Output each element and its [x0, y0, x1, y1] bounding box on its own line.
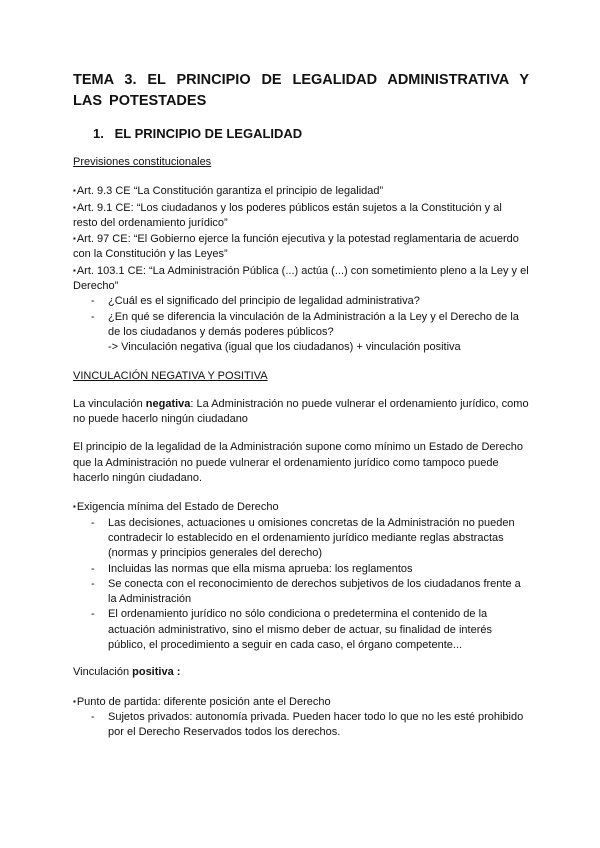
article-item: ▪ Art. 9.3 CE “La Constitución garantiza el principio de legalidad”	[73, 183, 529, 199]
answer-line: -> Vinculación negativa (igual que los ciudadanos) + vinculación positiva	[108, 341, 461, 354]
document-title: TEMA 3. EL PRINCIPIO DE LEGALIDAD ADMINISTRATIVA Y LAS POTESTADES	[73, 72, 529, 109]
article-item: ▪ Art. 103.1 CE: “La Administración Pública (...) actúa (...) con sometimiento pleno a la Ley y el Derecho”	[73, 263, 529, 295]
bold-term: positiva :	[132, 666, 181, 679]
text: : La Administración no puede vulnerar el ordenamiento jurídico, como no puede hacerlo ningún ciudadano	[73, 397, 529, 426]
positive-binding-heading	[73, 665, 529, 680]
article-item: ▪ Art. 97 CE: “El Gobierno ejerce la función ejecutiva y la potestad reglamentaria de acuerdo con la Constitución y las Leyes”	[73, 231, 529, 263]
section-heading	[93, 125, 529, 143]
list-item: - Incluidas las normas que ella misma aprueba: los reglamentos	[108, 562, 529, 577]
bullet-exigencia: ▪ Exigencia mínima del Estado de Derecho	[73, 499, 529, 515]
list-item: - Se conecta con el reconocimiento de derechos subjetivos de los ciudadanos frente a la Administración	[108, 577, 529, 608]
list-item: - Sujetos privados: autonomía privada. Pueden hacer todo lo que no les esté prohibido por el Derecho Reservados todos los derechos.	[108, 710, 529, 741]
section-heading-text: EL PRINCIPIO DE LEGALIDAD	[114, 126, 303, 141]
text: La vinculación	[73, 397, 146, 410]
subheading-previsiones: Previsiones constitucionales	[73, 156, 212, 168]
document-page	[73, 70, 529, 741]
negative-binding-paragraph	[73, 397, 529, 428]
section-number: 1.	[93, 126, 104, 141]
list-item: - Las decisiones, actuaciones u omisiones concretas de la Administración no pueden contradecir lo establecido en el ordenamiento jurídico mediante reglas abstractas (normas y principios generales del derecho)	[108, 516, 529, 562]
bold-term: negativa	[145, 397, 191, 410]
exigencia-list	[73, 516, 529, 654]
punto-partida-list	[73, 710, 529, 741]
list-item: - El ordenamiento jurídico no sólo condiciona o predetermina el contenido de la actuación administrativo, sino el mismo deber de actuar, su finalidad de interés público, el procedimiento a seguir en cada caso, el órgano competente...	[108, 607, 529, 653]
text: Vinculación	[73, 666, 133, 679]
question-list	[73, 294, 529, 340]
question-item: - ¿Cuál es el significado del principio de legalidad administrativa?	[108, 294, 529, 309]
subheading-vinculacion: VINCULACIÓN NEGATIVA Y POSITIVA	[73, 369, 268, 382]
article-item: ▪ Art. 9.1 CE: “Los ciudadanos y los poderes públicos están sujetos a la Constitución y al resto del ordenamiento jurídico”	[73, 200, 529, 232]
question-item: - ¿En qué se diferencia la vinculación de la Administración a la Ley y el Derecho de la de los ciudadanos y demás poderes públicos?	[108, 310, 529, 341]
bullet-punto-partida: ▪ Punto de partida: diferente posición ante el Derecho	[73, 694, 529, 710]
principle-paragraph: El principio de la legalidad de la Administración supone como mínimo un Estado de Derecho que la Administración no puede vulnerar el ordenamiento jurídico como tampoco puede hacerlo ningún ciudadano.	[73, 441, 524, 485]
